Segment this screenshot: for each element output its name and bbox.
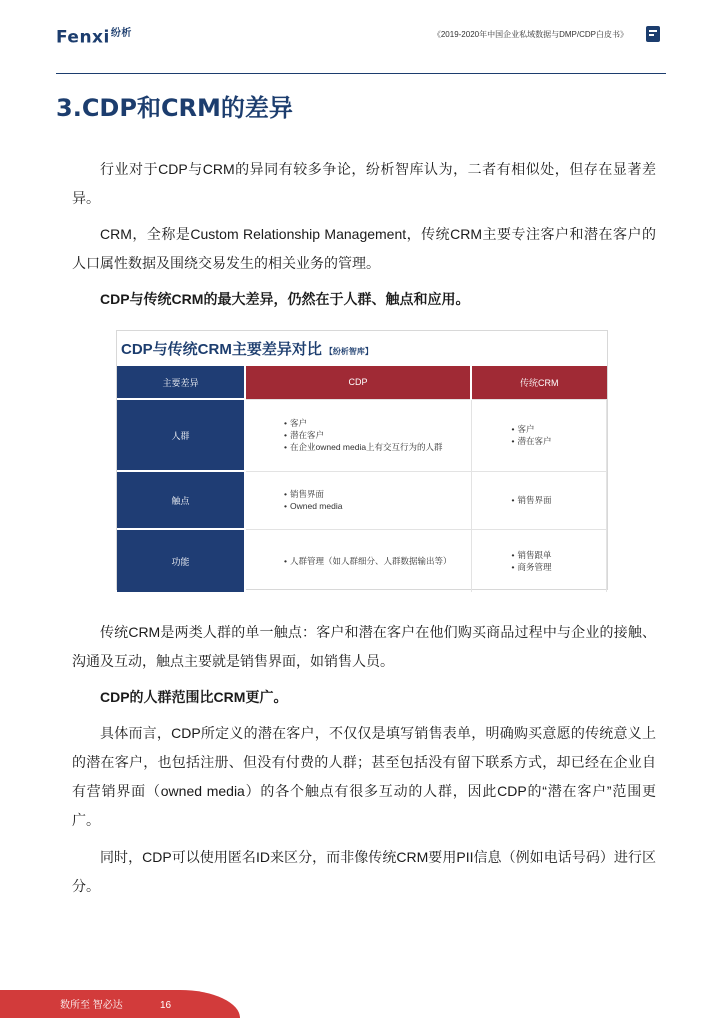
paragraph-cdp-prospects: 具体而言，CDP所定义的潜在客户，不仅仅是填写销售表单，明确购买意愿的传统意义上的潜在客户，也包括注册、但没有付费的人群；甚至包括没有留下联系方式，却已经在企业自有营销界面（owned media）的各个触点有很多互动的人群，因此CDP的“潜在客户”范围更广。 bbox=[72, 725, 656, 828]
logo-text: Fenxi bbox=[56, 27, 110, 48]
footer-slogan: 数所至 智必达 bbox=[60, 1000, 123, 1011]
table-row bbox=[117, 529, 607, 592]
list-item: • 销售跟单 bbox=[518, 549, 599, 561]
list-item: • Owned media bbox=[290, 500, 463, 512]
document-title: 《2019-2020年中国企业私域数据与DMP/CDP白皮书》 bbox=[432, 30, 628, 39]
figure-title bbox=[121, 338, 373, 359]
table-header-row bbox=[117, 366, 607, 399]
list-item: • 客户 bbox=[518, 423, 599, 435]
crm-cell bbox=[471, 529, 607, 592]
document-icon bbox=[646, 26, 660, 42]
list-item: • 销售界面 bbox=[290, 488, 463, 500]
header-crm: 传统CRM bbox=[471, 366, 607, 399]
crm-cell bbox=[471, 399, 607, 471]
list-item: • 客户 bbox=[290, 417, 463, 429]
list-item: • 商务管理 bbox=[518, 561, 599, 573]
fenxi-logo bbox=[56, 24, 132, 48]
cdp-cell bbox=[245, 529, 471, 592]
list-item: • 人群管理（如人群细分、人群数据输出等） bbox=[290, 555, 463, 567]
figure-source-tag: 【纷析智库】 bbox=[324, 347, 373, 356]
paragraph-anonymous-id: 同时，CDP可以使用匿名ID来区分，而非像传统CRM要用PII信息（例如电话号码）进行区分。 bbox=[72, 849, 656, 894]
section-title: 3.CDP和CRM的差异 bbox=[56, 94, 293, 122]
list-item: • 潜在客户 bbox=[290, 429, 463, 441]
comparison-table bbox=[117, 366, 607, 592]
paragraph-key-difference: CDP与传统CRM的最大差异，仍然在于人群、触点和应用。 bbox=[100, 291, 470, 307]
table-row bbox=[117, 399, 607, 471]
row-label: 人群 bbox=[117, 399, 245, 471]
list-item: • 销售界面 bbox=[518, 494, 599, 506]
header-divider bbox=[56, 73, 666, 74]
table-row bbox=[117, 471, 607, 529]
crm-cell bbox=[471, 471, 607, 529]
row-label: 功能 bbox=[117, 529, 245, 592]
row-label: 触点 bbox=[117, 471, 245, 529]
header-main-difference: 主要差异 bbox=[117, 366, 245, 399]
header-cdp: CDP bbox=[245, 366, 471, 399]
paragraph-crm-touchpoint: 传统CRM是两类人群的单一触点：客户和潜在客户在他们购买商品过程中与企业的接触、沟通及互动，触点主要就是销售界面，如销售人员。 bbox=[72, 624, 656, 669]
cdp-cell bbox=[245, 471, 471, 529]
logo-accent: 纷析 bbox=[110, 28, 132, 39]
paragraph-crm-definition: CRM，全称是Custom Relationship Management，传统CRM主要专注客户和潜在客户的人口属性数据及围绕交易发生的相关业务的管理。 bbox=[72, 226, 656, 271]
list-item: • 在企业owned media上有交互行为的人群 bbox=[290, 441, 463, 453]
cdp-cell bbox=[245, 399, 471, 471]
list-item: • 潜在客户 bbox=[518, 435, 599, 447]
page-number: 16 bbox=[160, 1000, 172, 1011]
paragraph-cdp-scope: CDP的人群范围比CRM更广。 bbox=[100, 689, 288, 705]
paragraph-intro: 行业对于CDP与CRM的异同有较多争论，纷析智库认为，二者有相似处，但存在显著差异。 bbox=[72, 161, 656, 206]
figure-title-text: CDP与传统CRM主要差异对比 bbox=[121, 341, 322, 358]
comparison-figure bbox=[116, 330, 608, 590]
